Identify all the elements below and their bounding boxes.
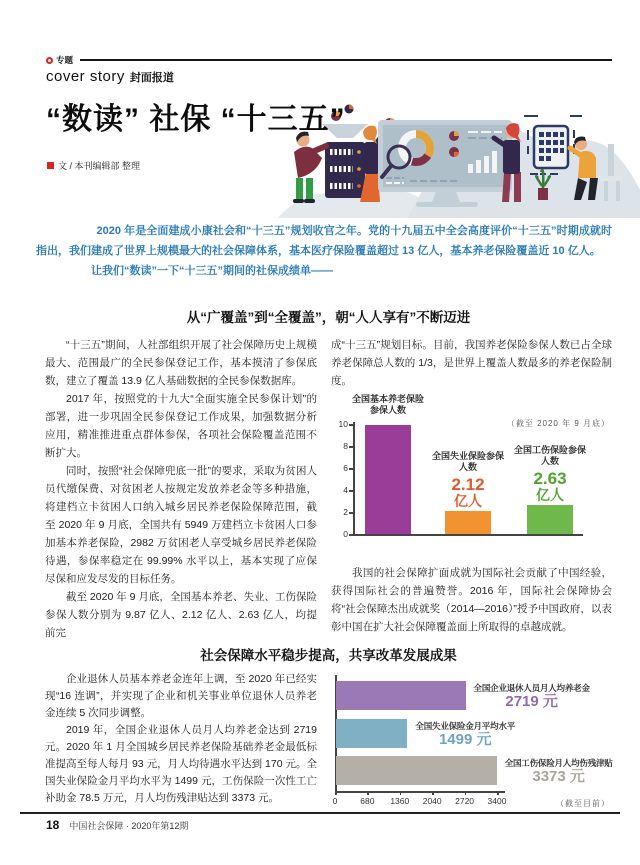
category-en: cover story: [46, 68, 125, 85]
bar-disability-allowance: [336, 756, 497, 785]
y-axis-tickmark: [349, 446, 353, 448]
bar-value-label: 2.12 亿人: [451, 474, 485, 509]
section2-heading: 社会保障水平稳步提高，共享改革发展成果: [200, 648, 457, 663]
insured-persons-bar-chart: [331, 392, 612, 564]
benefit-levels-bar-chart: [331, 671, 612, 811]
y-axis-tick-label: 6: [343, 463, 348, 473]
byline: [47, 159, 140, 172]
section1-right-column: [331, 336, 612, 642]
x-axis-tick-label: 2720: [455, 796, 475, 806]
y-axis-tick-label: 4: [343, 485, 348, 495]
section1-left-column: [45, 336, 317, 642]
x-axis-tickmark: [367, 791, 369, 795]
page-title: “数读” 社保 “十三五”: [46, 103, 346, 136]
byline-square-icon: [47, 162, 54, 169]
page-number: 18: [46, 818, 60, 832]
chart-note: （截至 2020 年 9 月底）: [506, 419, 610, 428]
bar-category-label: 全国基本养老保险参保人数: [351, 394, 424, 415]
bar-label-group: 全国失业保险金月平均水平 1499 元: [415, 721, 516, 748]
byline-text: 文 / 本刊编辑部 整理: [58, 161, 141, 171]
y-axis-tick-label: 0: [343, 529, 348, 539]
x-axis: [335, 791, 505, 793]
x-axis: [353, 534, 583, 536]
paragraph: 2017 年，按照党的十九大“全面实施全民参保计划”的部署，进一步巩固全民参保登记工作成果，加强数据分析应用，精准推进重点群体参保，各项社会保险覆盖范围不断扩大。: [45, 393, 317, 459]
x-axis-tickmark: [335, 791, 337, 795]
bar-category-label: 全国工伤保险参保人数: [513, 445, 586, 467]
bar-label-group: 全国工伤保险月人均伤残津贴 3373 元: [504, 758, 613, 785]
paragraph: 2019 年，全国企业退休人员月人均养老金达到 2719 元。2020 年 1 月全国城乡居民养老保险基础养老金最低标准提高至每人每月 93 元，月人均待遇水平达到 170 元。全国失业保险金月平均水平为 1499 元，工伤保险一次性工亡补助金 78.5 万元，月人均伤残津贴达到 3373 元。: [45, 724, 317, 804]
y-axis-tickmark: [349, 490, 353, 492]
paragraph: 截至 2020 年 9 月底，全国基本养老、失业、工伤保险参保人数分别为 9.87 亿人、2.12 亿人、2.63 亿人，均提前完: [45, 591, 317, 639]
x-axis-tick-label: 0: [332, 796, 338, 806]
paragraph: 成“十三五”规划目标。目前，我国养老保险参保人数已占全球养老保障总人数的 1/3，是世界上覆盖人数最多的养老保险制度。: [331, 339, 612, 387]
footer: [46, 818, 188, 832]
bar-unemployment-insured: [445, 511, 491, 534]
bar-unemployment-benefit: [336, 719, 407, 748]
x-axis-tick-label: 1360: [390, 796, 410, 806]
bar-value-label: 2.63 亿人: [533, 469, 567, 504]
paragraph: 企业退休人员基本养老金连年上调，至 2020 年已经实现“16 连调”，并实现了企业和机关事业单位退休人员养老金连续 5 次同步调整。: [45, 673, 317, 719]
x-axis-tick-label: 680: [360, 796, 375, 806]
intro-line-1: 2020 年是全面建成小康社会和“十三五”规划收官之年。党的十九届五中全会高度评价“十三五”时期成就时指出，我们建成了世界上规模最大的社会保障体系，基本医疗保险覆盖超过 13 亿人，基本养老保险覆盖近 10 亿人。: [36, 225, 612, 257]
y-axis-tickmark: [349, 534, 353, 536]
section1-heading: 从“广覆盖”到“全覆盖”，朝“人人享有”不断迈进: [186, 310, 471, 325]
paragraph: 同时，按照“社会保障兜底一批”的要求，采取为贫困人员代缴保费、对贫困老人按规定发放养老金等多种措施，将建档立卡贫困人口纳入城乡居民养老保险保障范围，截至 2020 年 9 月底，全国共有 5949 万建档立卡贫困人口参加基本养老保险，2982 万贫困老人享受城乡居民养老保险待遇，参保率稳定在 99.99% 水平以上，基本实现了应保尽保和应发尽发的目标任务。: [45, 465, 317, 585]
x-axis-tickmark: [400, 791, 402, 795]
topic-tag: [46, 54, 73, 66]
y-axis-tickmark: [349, 512, 353, 514]
intro-line-2: 让我们“数读”一下“十三五”期间的社保成绩单——: [91, 265, 333, 277]
bar-category-label: 全国失业保险参保人数: [431, 450, 504, 472]
header-rule: [80, 59, 612, 62]
y-axis-tickmark: [349, 424, 353, 426]
footer-rule: [20, 812, 620, 814]
paragraph: “十三五”期间，人社部组织开展了社会保障历史上规模最大、范围最广的全民参保登记工作，基本摸清了参保底数，建立了覆盖 13.9 亿人基础数据的全民参保数据库。: [45, 339, 317, 387]
y-axis-tick-label: 2: [343, 507, 348, 517]
category-cn: 封面报道: [129, 72, 174, 84]
bar-pension-insured: [365, 425, 411, 534]
paragraph: 我国的社会保障扩面成就为国际社会贡献了中国经验，获得国际社会的普遍赞誉。2016 年，国际社会保障协会将“社会保障杰出成就奖（2014—2016）”授予中国政府，以表彰中国在扩大社会保障覆盖面上所取得的卓越成就。: [331, 567, 612, 633]
bar-label-group: 全国企业退休人员月人均养老金 2719 元: [473, 683, 590, 710]
journal-name: 中国社会保障 · 2020年第12期: [69, 821, 189, 831]
bar-enterprise-pension: [336, 681, 466, 710]
eyebrow-header: [46, 54, 612, 85]
bar-work-injury-insured: [527, 505, 573, 534]
y-axis-tick-label: 10: [338, 419, 348, 429]
x-axis-tickmark: [497, 791, 499, 795]
intro-paragraph: [36, 221, 612, 281]
x-axis-tickmark: [465, 791, 467, 795]
topic-ring-icon: [46, 57, 53, 64]
x-axis-tickmark: [432, 791, 434, 795]
y-axis-tick-label: 8: [343, 441, 348, 451]
x-axis-tick-label: 2040: [422, 796, 442, 806]
chart-note: （截至目前）: [556, 799, 610, 808]
topic-tag-label: 专题: [56, 55, 74, 65]
section2-right-column: [331, 671, 612, 811]
y-axis-tickmark: [349, 468, 353, 470]
x-axis-tick-label: 3400: [487, 796, 507, 806]
section2-left-column: [45, 671, 317, 811]
